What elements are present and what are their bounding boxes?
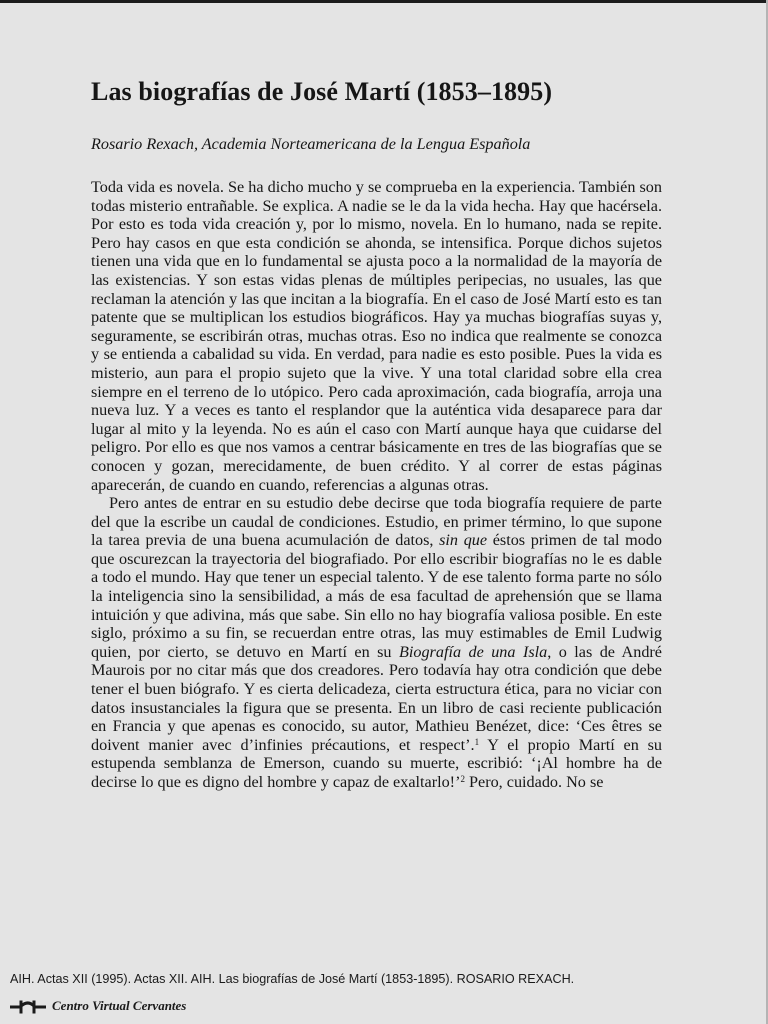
article-body: [91, 178, 662, 792]
footnote-marker-1: 1: [474, 736, 480, 747]
page-top-edge: [0, 0, 768, 3]
cvc-logo-icon: [10, 998, 46, 1014]
paragraph-2-text-e: Pero, cuidado. No se: [464, 773, 604, 791]
article-author: Rosario Rexach, Academia Norteamericana de la Lengua Española: [91, 135, 531, 153]
footer-brand: [10, 996, 186, 1016]
book-title-biografia-de-una-isla: Biografía de una Isla: [398, 642, 548, 661]
footnote-marker-2: 2: [460, 774, 465, 784]
body-paragraph-1: Toda vida es novela. Se ha dicho mucho y se comprueba en la experiencia. También son todas misterio entrañable. Se explica. A nadie se le da la vida hecha. Hay que hacérsela. Por esto es toda vida creación y, por lo mismo, novela. En lo humano, nada se repite. Pero hay casos en que esta condición se ahonda, se intensifica. Porque dichos sujetos tienen una vida que en lo fundamental se ajusta poco a la normalidad de la mayoría de las existencias. Y son estas vidas plenas de múltiples peripecias, no usuales, las que reclaman la atención y las que incitan a la biografía. En el caso de José Martí esto es tan patente que se multiplican los estudios biográficos. Hay ya muchas biografías suyas y, seguramente, se escribirán otras, muchas otras. Eso no indica que realmente se conozca y se entienda a cabalidad su vida. En verdad, para nadie es esto posible. Pues la vida es misterio, aun para el propio sujeto que la vive. Y una total claridad sobre ella crea siempre en el terreno de lo utópico. Pero cada aproximación, cada biografía, arroja una nueva luz. Y a veces es tanto el resplandor que la auténtica vida desaparece para dar lugar al mito y la leyenda. No es aún el caso con Martí aunque haya que cuidarse del peligro. Por ello es que nos vamos a centrar básicamente en tres de las biografías que se conocen y gozan, merecidamente, de buen crédito. Y al correr de estas páginas aparecerán, de cuando en cuando, referencias a algunas otras.: [91, 178, 662, 494]
paragraph-2-text-a: Pero antes de entrar en su estudio debe decirse que toda biografía requiere de parte del que la escribe un caudal de condiciones. Estudio, en primer término, lo que supone la tarea previa de una buena acumulación de datos,: [91, 494, 662, 550]
paragraph-2-text-b: éstos primen de tal modo que oscurezcan la trayectoria del biografiado. Por ello escribir biografías no le es dable a todo el mundo. Hay que tener un especial talento. Y de ese talento forma parte no sólo la inteligencia sino la sensibilidad, a más de esa facultad de aprehensión que se llama intuición y que adivina, más que sabe. Sin ello no hay biografía valiosa posible. En este siglo, próximo a su fin, se recuerdan entre otras, las muy estimables de Emil Ludwig quien, por cierto, se detuvo en Martí en su: [91, 531, 662, 661]
paragraph-2-text-d: Y el propio Martí en su estupenda semblanza de Emerson, cuando su muerte, escribió: ‘¡Al hombre ha de decirse lo que es digno del hombre y capaz de exaltarlo!’: [91, 735, 662, 791]
footer-brand-name: Centro Virtual Cervantes: [52, 998, 187, 1013]
emphasis-sin-que: sin que: [439, 531, 488, 550]
paragraph-2-text-c: , o las de André Maurois por no citar más que dos creadores. Pero todavía hay otra condición que debe tener el buen biógrafo. Y es cierta delicadeza, cierta estructura ética, para no viciar con datos insustanciales la figura que se presenta. En un libro de casi reciente publicación en Francia y que apenas es conocido, su autor, Mathieu Benézet, dice: ‘Ces êtres se doivent manier avec d’infinies précautions, et respect’.: [91, 642, 662, 754]
body-paragraph-2: [91, 494, 662, 792]
footer-citation: AIH. Actas XII (1995). Actas XII. AIH. Las biografías de José Martí (1853-1895). ROSARIO REXACH.: [10, 972, 575, 986]
article-title: Las biografías de José Martí (1853–1895): [91, 77, 553, 106]
